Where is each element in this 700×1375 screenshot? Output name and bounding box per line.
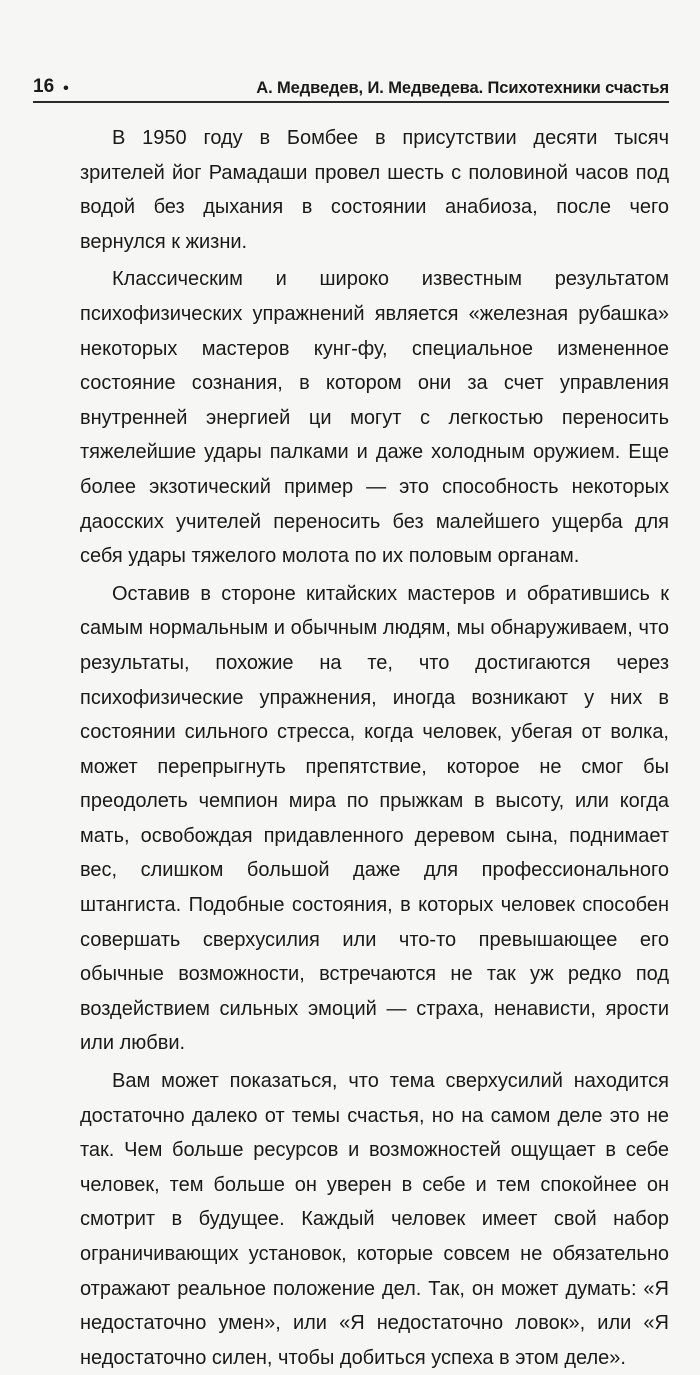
paragraph: Оставив в стороне китайских мастеров и обратившись к самым нормальным и обычным людям, мы обнаруживаем, что результаты, похожие на те, что достигаются через психофизические упражнения, иногда возникают у них в состоянии сильного стресса, когда человек, убегая от волка, может перепрыгнуть препятствие, которое не смог бы преодолеть чемпион мира по прыжкам в высоту, или когда мать, освобождая придавленного деревом сына, поднимает вес, слишком большой даже для профессионального штангиста. Подобные состояния, в которых человек способен совершать сверхусилия или что-то превышающее его обычные возможности, встречаются не так уж редко под воздействием сильных эмоций — страха, ненависти, ярости или любви. bbox=[80, 582, 669, 1055]
header-rule bbox=[33, 101, 669, 103]
page-number-group bbox=[33, 76, 69, 98]
body-text bbox=[80, 121, 669, 1375]
paragraph: В 1950 году в Бомбее в присутствии десяти тысяч зрителей йог Рамадаши провел шесть с половиной часов под водой без дыхания в состоянии анабиоза, после чего вернулся к жизни. bbox=[80, 127, 669, 253]
header-bullet: • bbox=[63, 80, 69, 97]
running-title: А. Медведев, И. Медведева. Психотехники счастья bbox=[256, 79, 669, 97]
paragraph: Классическим и широко известным результатом психофизических упражнений является «железная рубашка» некоторых мастеров кунг-фу, специальное измененное состояние сознания, в котором они за счет управления внутренней энергией ци могут с легкостью переносить тяжелейшие удары палками и даже холодным оружием. Еще более экзотический пример — это способность некоторых даосских учителей переносить без малейшего ущерба для себя удары тяжелого молота по их половым органам. bbox=[80, 268, 669, 568]
page-number: 16 bbox=[33, 76, 55, 97]
page-header bbox=[33, 70, 669, 98]
paragraph: Вам может показаться, что тема сверхусилий находится достаточно далеко от темы счастья, но на самом деле это не так. Чем больше ресурсов и возможностей ощущает в себе человек, тем больше он уверен в себе и тем спокойнее он смотрит в будущее. Каждый человек имеет свой набор ограничивающих установок, которые совсем не обязательно отражают реальное положение дел. Так, он может думать: «Я недостаточно умен», или «Я недостаточно ловок», или «Я недостаточно силен, чтобы добиться успеха в этом деле». bbox=[80, 1070, 669, 1369]
